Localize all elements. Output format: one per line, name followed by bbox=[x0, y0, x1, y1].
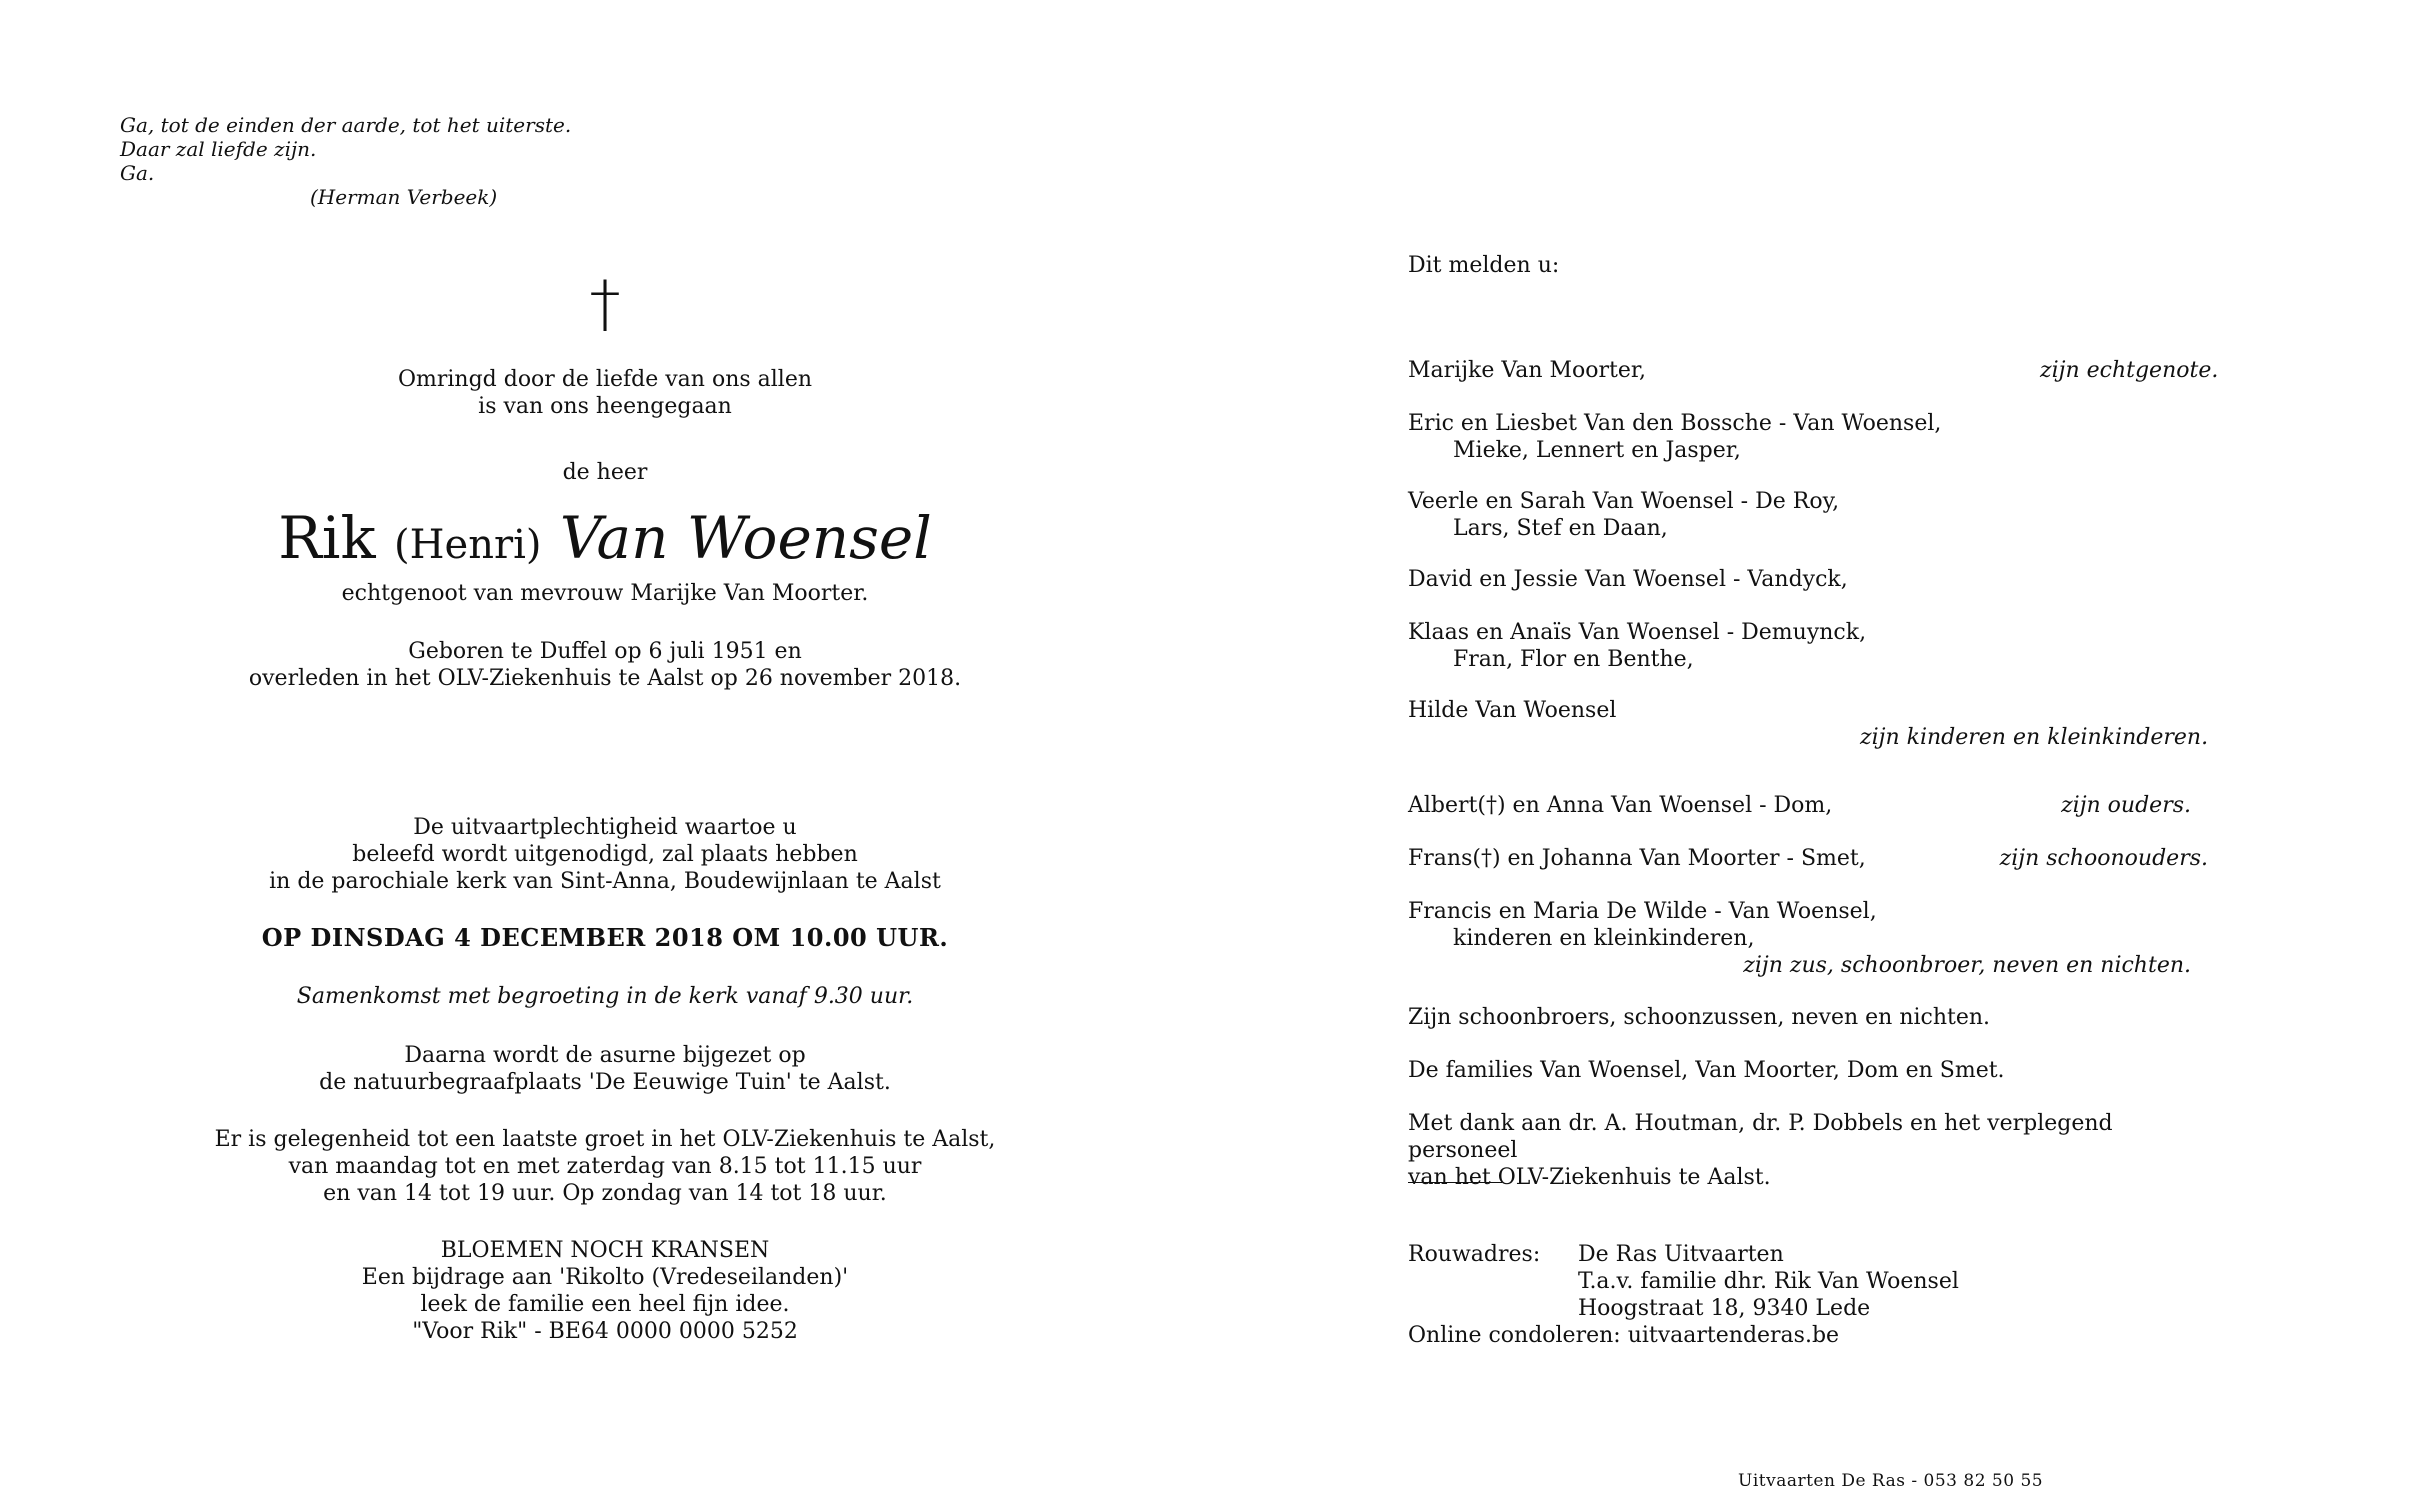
poem-attribution: (Herman Verbeek) bbox=[310, 185, 498, 209]
child-line: Veerle en Sarah Van Woensel - De Roy, bbox=[1408, 489, 1840, 514]
inlaws-line: Frans(†) en Johanna Van Moorter - Smet, bbox=[1408, 846, 1866, 871]
thanks-line: van het OLV-Ziekenhuis te Aalst. bbox=[1408, 1165, 1771, 1190]
grandchildren-line: Lars, Stef en Daan, bbox=[1453, 516, 1668, 541]
child-line: Eric en Liesbet Van den Bossche - Van Woensel, bbox=[1408, 411, 1942, 436]
poem-line: Ga, tot de einden der aarde, tot het uiterste. bbox=[120, 113, 572, 137]
cross-icon: † bbox=[589, 267, 621, 340]
parents-relation: zijn ouders. bbox=[2061, 793, 2191, 818]
life-dates bbox=[150, 638, 1060, 692]
visiting-hours bbox=[150, 1126, 1060, 1207]
bank-account: "Voor Rik" - BE64 0000 0000 5252 bbox=[412, 1319, 798, 1344]
intro bbox=[150, 366, 1060, 420]
address-line: Hoogstraat 18, 9340 Lede bbox=[1578, 1296, 1871, 1321]
footer-credit: Uitvaarten De Ras - 053 82 50 55 bbox=[1738, 1471, 2044, 1491]
sister-relation: zijn zus, schoonbroer, neven en nichten. bbox=[1743, 953, 2191, 978]
last-name: Van Woensel bbox=[559, 504, 932, 572]
ceremony-date: OP DINSDAG 4 DECEMBER 2018 OM 10.00 UUR. bbox=[261, 923, 949, 952]
urn-line: Daarna wordt de asurne bijgezet op bbox=[404, 1043, 806, 1068]
died-line: overleden in het OLV-Ziekenhuis te Aalst op 26 november 2018. bbox=[248, 666, 962, 691]
urn-info bbox=[150, 1042, 1060, 1096]
family-header: Dit melden u: bbox=[1408, 253, 1560, 278]
contribution-line: leek de familie een heel fijn idee. bbox=[420, 1292, 790, 1317]
sister-children-line: kinderen en kleinkinderen, bbox=[1453, 926, 1755, 951]
flowers-contribution bbox=[150, 1237, 1060, 1345]
child-line: Klaas en Anaïs Van Woensel - Demuynck, bbox=[1408, 620, 1867, 645]
ceremony-line: De uitvaartplechtigheid waartoe u bbox=[413, 815, 797, 840]
spouse-name: Marijke Van Moorter, bbox=[1408, 358, 1646, 383]
visit-line: van maandag tot en met zaterdag van 8.15 tot 11.15 uur bbox=[288, 1154, 922, 1179]
first-name: Rik bbox=[278, 504, 376, 572]
grandchildren-line: Mieke, Lennert en Jasper, bbox=[1453, 438, 1741, 463]
sister-family bbox=[1408, 898, 2208, 952]
sister-line: Francis en Maria De Wilde - Van Woensel, bbox=[1408, 899, 1877, 924]
poem bbox=[120, 113, 571, 209]
parents-line: Albert(†) en Anna Van Woensel - Dom, bbox=[1408, 793, 1833, 818]
flowers-line: BLOEMEN NOCH KRANSEN bbox=[440, 1238, 770, 1263]
online-condolences: Online condoleren: uitvaartenderas.be bbox=[1408, 1323, 1840, 1348]
gathering-line: Samenkomst met begroeting in de kerk vanaf 9.30 uur. bbox=[296, 984, 914, 1009]
intro-line: Omringd door de liefde van ons allen bbox=[397, 367, 813, 392]
inlaws-relation: zijn schoonouders. bbox=[1999, 846, 2208, 871]
address-line: T.a.v. familie dhr. Rik Van Woensel bbox=[1578, 1269, 1959, 1294]
child-family-1 bbox=[1408, 410, 2208, 464]
ceremony-line: beleefd wordt uitgenodigd, zal plaats hebben bbox=[352, 842, 858, 867]
visit-line: Er is gelegenheid tot een laatste groet in het OLV-Ziekenhuis te Aalst, bbox=[214, 1127, 996, 1152]
spouse-relation: zijn echtgenote. bbox=[2040, 358, 2219, 383]
other-relatives: Zijn schoonbroers, schoonzussen, neven en nichten. bbox=[1408, 1005, 1991, 1030]
intro-line: is van ons heengegaan bbox=[478, 394, 732, 419]
spouse-line: echtgenoot van mevrouw Marijke Van Moorter. bbox=[341, 581, 869, 606]
ceremony-invite bbox=[150, 814, 1060, 895]
urn-line: de natuurbegraafplaats 'De Eeuwige Tuin' te Aalst. bbox=[319, 1070, 891, 1095]
child-family-3: David en Jessie Van Woensel - Vandyck, bbox=[1408, 567, 1848, 592]
poem-line: Daar zal liefde zijn. bbox=[120, 137, 317, 161]
child-family-5: Hilde Van Woensel bbox=[1408, 698, 1617, 723]
child-family-2 bbox=[1408, 488, 2208, 542]
title: de heer bbox=[562, 460, 648, 485]
child-family-4 bbox=[1408, 619, 2208, 673]
visit-line: en van 14 tot 19 uur. Op zondag van 14 tot 18 uur. bbox=[323, 1181, 887, 1206]
address-block bbox=[1578, 1241, 1959, 1322]
ceremony-line: in de parochiale kerk van Sint-Anna, Boudewijnlaan te Aalst bbox=[269, 869, 941, 894]
divider bbox=[1408, 1182, 1502, 1183]
poem-line: Ga. bbox=[120, 161, 155, 185]
thanks-line: Met dank aan dr. A. Houtman, dr. P. Dobbels en het verplegend personeel bbox=[1408, 1111, 2113, 1163]
grandchildren-line: Fran, Flor en Benthe, bbox=[1453, 647, 1694, 672]
deceased-name bbox=[150, 505, 1060, 578]
thanks bbox=[1408, 1110, 2208, 1191]
born-line: Geboren te Duffel op 6 juli 1951 en bbox=[408, 639, 802, 664]
address-line: De Ras Uitvaarten bbox=[1578, 1242, 1784, 1267]
children-relation: zijn kinderen en kleinkinderen. bbox=[1860, 725, 2209, 750]
contribution-line: Een bijdrage aan 'Rikolto (Vredeseilanden)' bbox=[361, 1265, 849, 1290]
families-line: De families Van Woensel, Van Moorter, Dom en Smet. bbox=[1408, 1058, 2005, 1083]
alias: (Henri) bbox=[394, 522, 542, 568]
address-label: Rouwadres: bbox=[1408, 1242, 1541, 1267]
